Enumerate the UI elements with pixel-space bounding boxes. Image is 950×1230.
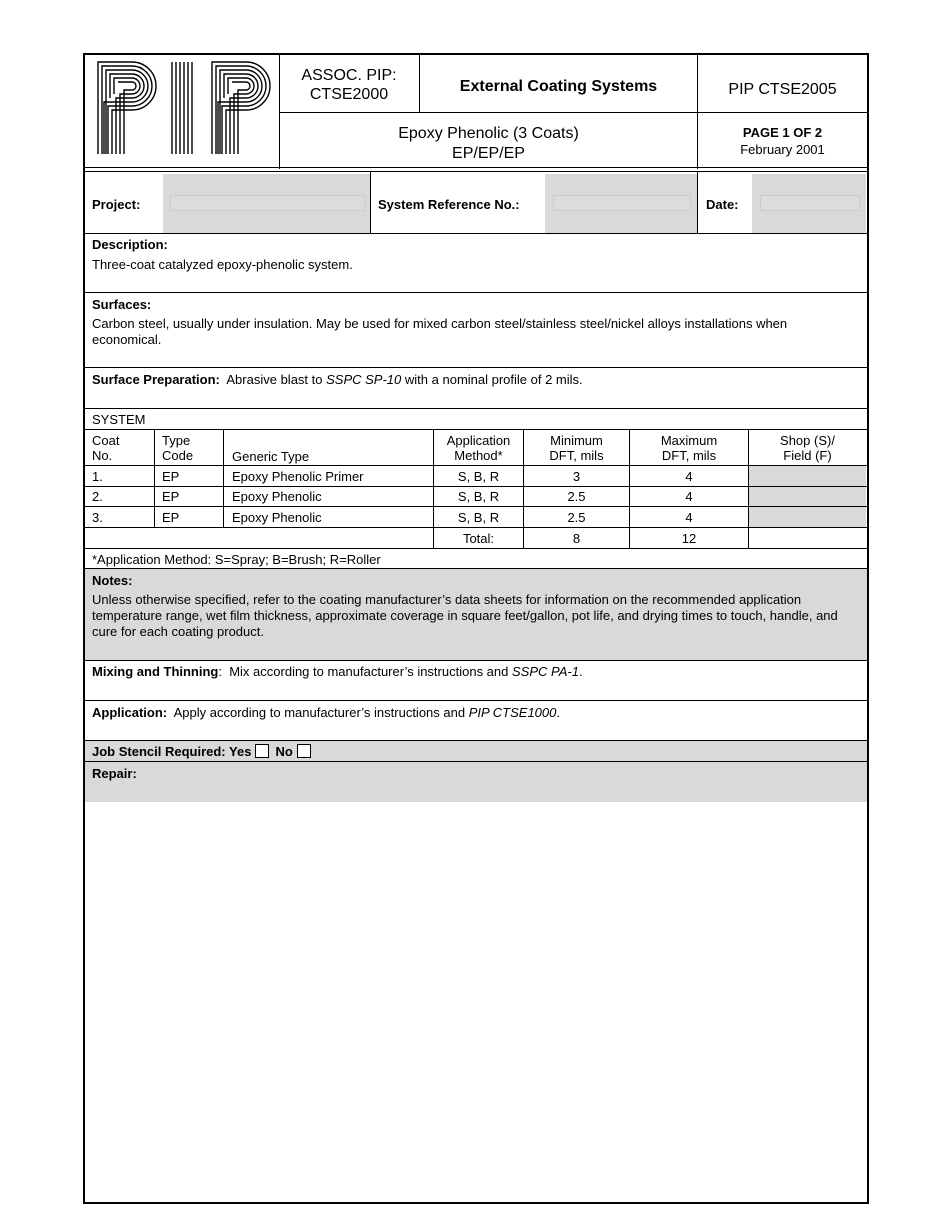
table-cell-generic: Epoxy Phenolic — [232, 489, 322, 504]
issue-date: February 2001 — [740, 142, 825, 157]
table-cell-method: S, B, R — [457, 469, 500, 484]
header-application-method: Application Method* — [446, 433, 511, 463]
job-stencil-label: Job Stencil Required: — [92, 744, 226, 759]
surface-preparation-ref: SSPC SP-10 — [326, 372, 402, 387]
pip-logo-icon — [92, 58, 272, 158]
table-cell-type: EP — [162, 489, 180, 504]
project-label: Project: — [92, 197, 141, 212]
notes-text: Unless otherwise specified, refer to the coating manufacturer’s data sheets for information on the recommended application temperature range, wet film thickness, approximate coverage in square feet/gallon, pot life, and drying times to touch, handle, and cure for each coating product. — [92, 592, 838, 639]
table-cell-type: EP — [162, 510, 180, 525]
no-option-label: No — [275, 744, 293, 759]
description-text: Three-coat catalyzed epoxy-phenolic system. — [92, 257, 353, 272]
system-name: Epoxy Phenolic (3 Coats) — [398, 125, 579, 142]
surfaces-label: Surfaces: — [92, 297, 152, 312]
mixing-text: Mix according to manufacturer’s instructions and — [229, 664, 509, 679]
surface-preparation — [92, 372, 862, 388]
repair-field[interactable] — [85, 762, 867, 802]
table-cell-min: 3 — [572, 469, 581, 484]
application-section: Application: Apply according to manufacturer’s instructions and PIP CTSE1000. — [92, 705, 561, 720]
table-cell-generic: Epoxy Phenolic Primer — [232, 469, 364, 484]
header-maximum-dft: Maximum DFT, mils — [660, 433, 718, 463]
system-label: SYSTEM — [92, 412, 146, 427]
mixing-label: Mixing and Thinning — [92, 664, 219, 679]
system-reference-label: System Reference No.: — [378, 197, 520, 212]
table-cell-method: S, B, R — [457, 489, 500, 504]
total-label: Total: — [462, 531, 495, 546]
mixing-thinning: Mixing and Thinning: Mix according to manufacturer’s instructions and SSPC PA-1. — [92, 664, 583, 679]
system-code: EP/EP/EP — [452, 145, 525, 162]
total-max: 12 — [681, 531, 697, 546]
header-generic-type: Generic Type — [232, 449, 310, 464]
header-coat: Coat No. — [92, 433, 120, 463]
table-cell-max: 4 — [685, 489, 693, 504]
date-field[interactable] — [760, 195, 860, 211]
application-label: Application: — [92, 705, 168, 720]
application-text: Apply according to manufacturer’s instructions and — [173, 705, 466, 720]
description-label: Description: — [92, 237, 168, 252]
table-cell-coat: 2. — [92, 489, 103, 504]
table-cell-max: 4 — [685, 510, 693, 525]
notes-label: Notes: — [92, 573, 133, 588]
application-ref: PIP CTSE1000 — [468, 705, 557, 720]
surface-preparation-label: Surface Preparation: — [92, 372, 220, 387]
yes-checkbox[interactable] — [255, 744, 269, 758]
system-reference-field[interactable] — [553, 195, 691, 211]
header-minimum-dft: Minimum DFT, mils — [549, 433, 604, 463]
header-type: Type Code — [162, 433, 194, 463]
project-field[interactable] — [170, 195, 365, 211]
assoc-pip: ASSOC. PIP: CTSE2000 — [301, 67, 397, 103]
table-cell-min: 2.5 — [567, 489, 586, 504]
no-checkbox[interactable] — [297, 744, 311, 758]
pip-logo — [92, 58, 272, 158]
mixing-ref: SSPC PA-1 — [512, 664, 579, 679]
table-cell-type: EP — [162, 469, 180, 484]
table-cell-generic: Epoxy Phenolic — [232, 510, 322, 525]
table-cell-coat: 1. — [92, 469, 103, 484]
surface-preparation-text-after: with a nominal profile of 2 mils. — [404, 372, 583, 387]
date-label: Date: — [706, 197, 739, 212]
job-stencil-row — [92, 744, 317, 760]
table-cell-method: S, B, R — [457, 510, 500, 525]
header-shop-field: Shop (S)/ Field (F) — [780, 433, 835, 463]
yes-option-label: Yes — [229, 744, 252, 759]
page-number: PAGE 1 OF 2 — [742, 125, 823, 140]
surface-preparation-text: Abrasive blast to — [226, 372, 323, 387]
document-number: PIP CTSE2005 — [728, 81, 837, 98]
application-method-footnote: *Application Method: S=Spray; B=Brush; R=Roller — [92, 552, 381, 567]
surfaces-text: Carbon steel, usually under insulation. May be used for mixed carbon steel/stainless steel/nickel alloys installations when economical. — [92, 316, 788, 347]
table-cell-min: 2.5 — [567, 510, 586, 525]
total-min: 8 — [572, 531, 581, 546]
document-title: External Coating Systems — [459, 78, 658, 95]
table-cell-coat: 3. — [92, 510, 103, 525]
table-cell-max: 4 — [685, 469, 693, 484]
repair-label: Repair: — [92, 766, 137, 781]
